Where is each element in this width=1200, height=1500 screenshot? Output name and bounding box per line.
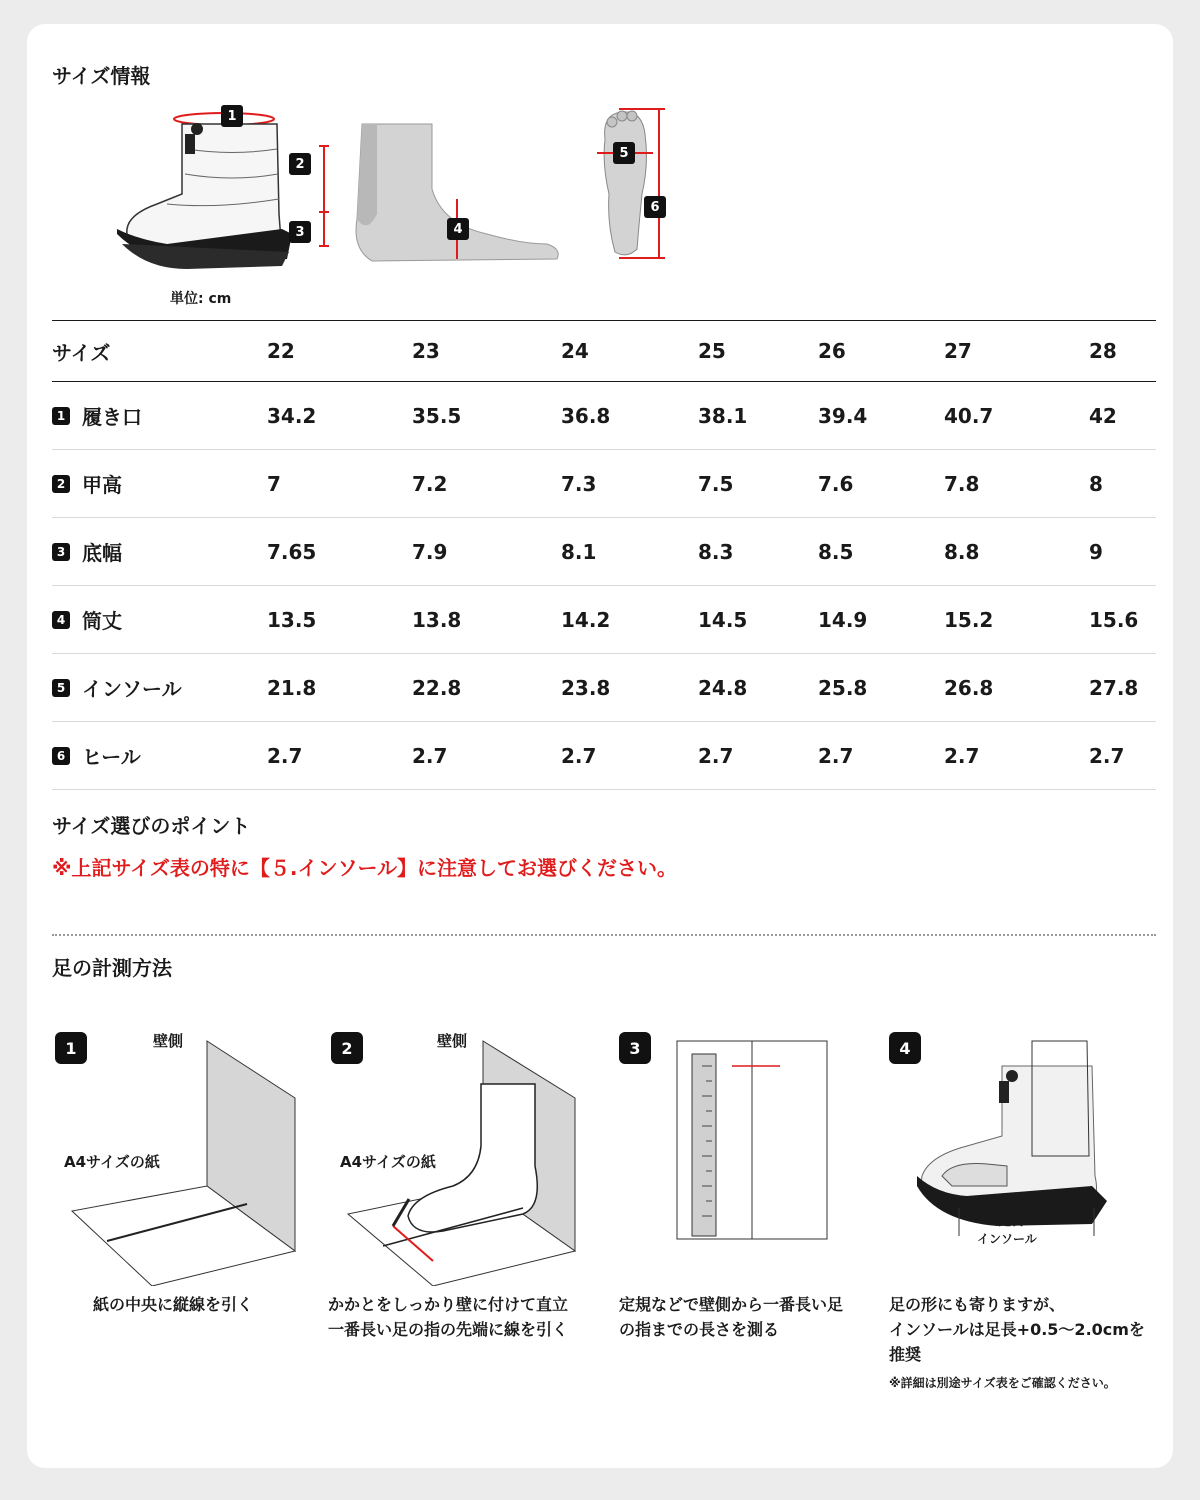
boot-diagram: [107, 104, 337, 274]
table-cell: 2.7: [267, 743, 303, 768]
row-label-text: 底幅: [82, 541, 122, 565]
step-4-badge: 4: [889, 1032, 921, 1064]
step-3-caption-line1: 定規などで壁側から一番長い足: [619, 1295, 844, 1314]
foot-side-diagram: [347, 119, 567, 269]
table-cell: 2.7: [944, 743, 980, 768]
size-table-header: [52, 320, 1156, 382]
measure-title: 足の計測方法: [52, 956, 172, 980]
table-cell: 14.2: [561, 607, 611, 632]
table-row: [52, 722, 1156, 790]
row-number-badge: 2: [52, 475, 70, 493]
table-cell: 8.3: [698, 539, 734, 564]
table-row: [52, 382, 1156, 450]
step-1-paper-label: A4サイズの紙: [64, 1153, 160, 1171]
step-1-wall-label: 壁側: [153, 1032, 184, 1050]
step-4-caption-line3: 推奨: [889, 1345, 922, 1364]
sole-badge-5: 5: [613, 142, 635, 164]
tips-note: ※上記サイズ表の特に【５.インソール】に注意してお選びください。: [52, 856, 678, 880]
row-label-text: 履き口: [82, 405, 142, 429]
table-cell: 40.7: [944, 403, 994, 428]
table-cell: 7.9: [412, 539, 448, 564]
table-cell: 36.8: [561, 403, 611, 428]
step-4-caption-line2: インソールは足長+0.5〜2.0cmを: [889, 1320, 1145, 1339]
step-2-badge: 2: [331, 1032, 363, 1064]
row-label-text: インソール: [82, 677, 182, 701]
header-size: 22: [267, 339, 295, 363]
table-cell: 7.65: [267, 539, 317, 564]
foot-sole-diagram: [587, 104, 687, 264]
row-number-badge: 5: [52, 679, 70, 697]
table-cell: 13.5: [267, 607, 317, 632]
header-size: 24: [561, 339, 589, 363]
table-cell: 8: [1089, 471, 1103, 496]
table-cell: 7.8: [944, 471, 980, 496]
table-cell: 7.2: [412, 471, 448, 496]
tips-title: サイズ選びのポイント: [52, 814, 251, 838]
row-label: [52, 382, 142, 449]
step-2-caption-line2: 一番長い足の指の先端に線を引く: [328, 1320, 569, 1339]
step-2-wall-label: 壁側: [437, 1032, 468, 1050]
step-3-caption-line2: の指までの長さを測る: [619, 1320, 780, 1339]
table-cell: 9: [1089, 539, 1103, 564]
step-1-badge: 1: [55, 1032, 87, 1064]
unit-label: 単位: cm: [170, 291, 232, 307]
table-cell: 14.9: [818, 607, 868, 632]
table-cell: 42: [1089, 403, 1117, 428]
table-cell: 7.3: [561, 471, 597, 496]
table-cell: 35.5: [412, 403, 462, 428]
table-cell: 23.8: [561, 675, 611, 700]
step-4-caption-line1: 足の形にも寄りますが、: [889, 1295, 1066, 1314]
step-4-illustration: [907, 1036, 1117, 1236]
row-label-text: 甲高: [82, 473, 122, 497]
header-size: 27: [944, 339, 972, 363]
row-number-badge: 4: [52, 611, 70, 629]
table-cell: 8.8: [944, 539, 980, 564]
row-label: [52, 450, 122, 517]
table-cell: 2.7: [412, 743, 448, 768]
step-3-illustration: [672, 1036, 832, 1246]
header-size: 25: [698, 339, 726, 363]
table-cell: 8.5: [818, 539, 854, 564]
table-cell: 2.7: [818, 743, 854, 768]
boot-badge-3: 3: [289, 221, 311, 243]
step-1-caption: 紙の中央に縦線を引く: [93, 1295, 254, 1314]
header-size: 23: [412, 339, 440, 363]
row-label: [52, 586, 122, 653]
size-info-card: [27, 24, 1173, 1468]
table-cell: 8.1: [561, 539, 597, 564]
step-4-footnote: ※詳細は別途サイズ表をご確認ください。: [889, 1376, 1116, 1390]
table-cell: 7.6: [818, 471, 854, 496]
header-size: 28: [1089, 339, 1117, 363]
table-cell: 34.2: [267, 403, 317, 428]
table-row: [52, 450, 1156, 518]
row-label: [52, 722, 141, 789]
table-cell: 26.8: [944, 675, 994, 700]
row-label: [52, 518, 122, 585]
step-2-caption-line1: かかとをしっかり壁に付けて直立: [328, 1295, 569, 1314]
size-info-title: サイズ情報: [52, 64, 151, 88]
table-cell: 22.8: [412, 675, 462, 700]
header-size: 26: [818, 339, 846, 363]
table-cell: 38.1: [698, 403, 748, 428]
row-label: [52, 654, 182, 721]
table-cell: 39.4: [818, 403, 868, 428]
boot-badge-2: 2: [289, 153, 311, 175]
foot-badge-4: 4: [447, 218, 469, 240]
table-row: [52, 654, 1156, 722]
table-cell: 2.7: [561, 743, 597, 768]
table-cell: 15.2: [944, 607, 994, 632]
table-cell: 15.6: [1089, 607, 1139, 632]
step-2-paper-label: A4サイズの紙: [340, 1153, 436, 1171]
table-cell: 13.8: [412, 607, 462, 632]
row-number-badge: 3: [52, 543, 70, 561]
step-4-foot-length-label: 足長: [999, 1214, 1024, 1228]
table-cell: 7.5: [698, 471, 734, 496]
table-cell: 27.8: [1089, 675, 1139, 700]
row-label-text: ヒール: [82, 745, 141, 769]
size-table: [52, 320, 1156, 790]
row-label-text: 筒丈: [82, 609, 122, 633]
table-row: [52, 518, 1156, 586]
table-row: [52, 586, 1156, 654]
table-cell: 25.8: [818, 675, 868, 700]
boot-badge-1: 1: [221, 105, 243, 127]
step-4-insole-label: インソール: [977, 1232, 1037, 1246]
divider: [52, 934, 1156, 936]
table-cell: 21.8: [267, 675, 317, 700]
step-3-badge: 3: [619, 1032, 651, 1064]
row-number-badge: 6: [52, 747, 70, 765]
header-size-label: サイズ: [52, 340, 111, 365]
table-cell: 2.7: [1089, 743, 1125, 768]
table-cell: 7: [267, 471, 281, 496]
table-cell: 14.5: [698, 607, 748, 632]
table-cell: 24.8: [698, 675, 748, 700]
sole-badge-6: 6: [644, 196, 666, 218]
table-cell: 2.7: [698, 743, 734, 768]
row-number-badge: 1: [52, 407, 70, 425]
